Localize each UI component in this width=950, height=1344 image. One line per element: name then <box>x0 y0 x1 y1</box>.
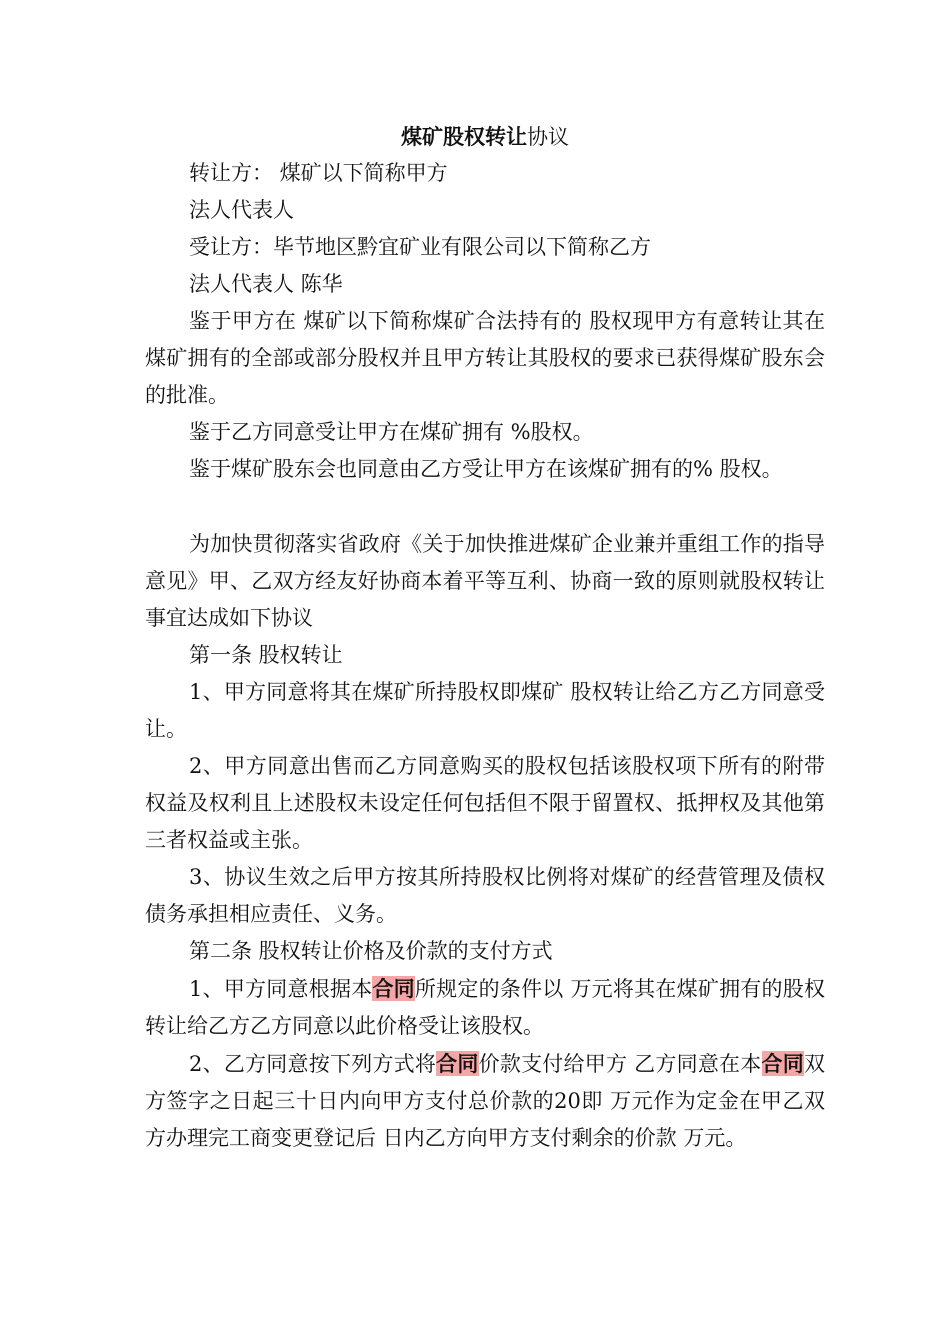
title-rest-part: 协议 <box>527 125 569 149</box>
article-1-clause-1: 1、甲方同意将其在煤矿所持股权即煤矿 股权转让给乙方乙方同意受让。 <box>145 680 825 741</box>
highlighted-term: 合同 <box>436 1051 479 1076</box>
paragraph-recital-3: 鉴于煤矿股东会也同意由乙方受让甲方在该煤矿拥有的% 股权。 <box>189 457 783 481</box>
paragraph-spacer <box>145 488 825 526</box>
title-bold-part: 煤矿股权转让 <box>401 124 527 149</box>
article-2-heading: 第二条 股权转让价格及价款的支付方式 <box>189 939 553 963</box>
paragraph-recital-1: 鉴于甲方在 煤矿以下简称煤矿合法持有的 股权现甲方有意转让其在煤矿拥有的全部或部分股权并且甲方转让其股权的要求已获得煤矿股东会的批准。 <box>145 309 825 407</box>
highlighted-term: 合同 <box>761 1051 804 1076</box>
article-2-clause-1 <box>145 970 825 1045</box>
clause-text: 双方签字之日起三十日内向甲方支付总价款的20即 万元作为定金在甲乙双方办理完工商变更登记后 日内乙方向甲方支付剩余的价款 万元。 <box>145 1052 825 1150</box>
article-1-clause-2: 2、甲方同意出售而乙方同意购买的股权包括该股权项下所有的附带权益及权利且上述股权未设定任何包括但不限于留置权、抵押权及其他第三者权益或主张。 <box>145 754 825 852</box>
document-title <box>145 118 825 155</box>
clause-text: 所规定的条件以 万元将其在煤矿拥有的股权转让给乙方乙方同意以此价格受让该股权。 <box>145 977 825 1038</box>
clause-text: 1、甲方同意根据本 <box>189 977 373 1001</box>
article-1-heading: 第一条 股权转让 <box>189 643 343 667</box>
clause-text: 价款支付给甲方 乙方同意在本 <box>478 1052 762 1076</box>
document-body <box>145 118 825 1157</box>
paragraph-transferee: 受让方：毕节地区黔宜矿业有限公司以下简称乙方 <box>189 235 651 259</box>
highlighted-term: 合同 <box>372 976 415 1001</box>
article-1-clause-3: 3、协议生效之后甲方按其所持股权比例将对煤矿的经营管理及债权债务承担相应责任、义务。 <box>145 865 825 926</box>
paragraph-transferor: 转让方： 煤矿以下简称甲方 <box>189 161 448 185</box>
paragraph-recital-2: 鉴于乙方同意受让甲方在煤矿拥有 %股权。 <box>189 420 594 444</box>
article-2-clause-2 <box>145 1045 825 1157</box>
paragraph-preamble: 为加快贯彻落实省政府《关于加快推进煤矿企业兼并重组工作的指导意见》甲、乙双方经友好协商本着平等互利、协商一致的原则就股权转让事宜达成如下协议 <box>145 532 825 630</box>
paragraph-transferor-representative: 法人代表人 <box>189 198 294 222</box>
paragraph-transferee-representative: 法人代表人 陈华 <box>189 272 343 296</box>
clause-text: 2、乙方同意按下列方式将 <box>189 1052 437 1076</box>
